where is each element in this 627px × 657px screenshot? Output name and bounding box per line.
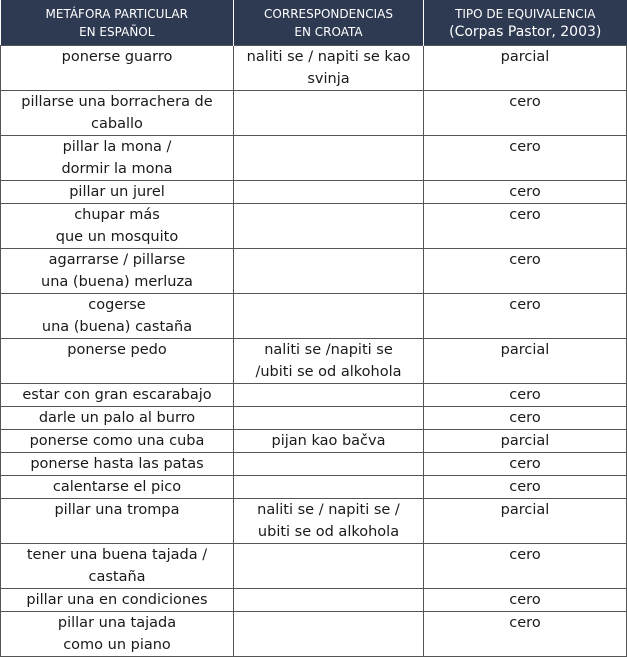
cell-spanish-metaphor: cogerse una (buena) castaña xyxy=(1,294,234,339)
table-row xyxy=(1,181,627,204)
cell-spanish-metaphor: chupar más que un mosquito xyxy=(1,204,234,249)
cell-equivalence-type: cero xyxy=(424,612,627,657)
table-body xyxy=(1,46,627,657)
table-row xyxy=(1,136,627,181)
cell-spanish-metaphor: calentarse el pico xyxy=(1,476,234,499)
cell-spanish-metaphor: ponerse hasta las patas xyxy=(1,453,234,476)
cell-spanish-metaphor: pillar una trompa xyxy=(1,499,234,544)
cell-spanish-metaphor: estar con gran escarabajo xyxy=(1,384,234,407)
cell-croatian-correspondence xyxy=(234,407,424,430)
table-row xyxy=(1,430,627,453)
cell-croatian-correspondence xyxy=(234,204,424,249)
cell-equivalence-type: cero xyxy=(424,136,627,181)
header-croatian-correspondence xyxy=(234,0,424,46)
cell-equivalence-type: parcial xyxy=(424,499,627,544)
cell-croatian-correspondence xyxy=(234,589,424,612)
cell-croatian-correspondence: pijan kao bačva xyxy=(234,430,424,453)
cell-spanish-metaphor: ponerse como una cuba xyxy=(1,430,234,453)
cell-spanish-metaphor: pillar una en condiciones xyxy=(1,589,234,612)
header-croatian-line2: EN CROATA xyxy=(294,24,363,39)
cell-croatian-correspondence xyxy=(234,544,424,589)
table-row xyxy=(1,589,627,612)
table-row xyxy=(1,476,627,499)
cell-equivalence-type: cero xyxy=(424,407,627,430)
cell-spanish-metaphor: pillarse una borrachera de caballo xyxy=(1,91,234,136)
table-row xyxy=(1,294,627,339)
table-row xyxy=(1,339,627,384)
cell-croatian-correspondence: naliti se /napiti se /ubiti se od alkohola xyxy=(234,339,424,384)
table-row xyxy=(1,544,627,589)
table-row xyxy=(1,46,627,91)
table-row xyxy=(1,407,627,430)
header-equivalence-line1: TIPO DE EQUIVALENCIA xyxy=(455,6,596,21)
cell-equivalence-type: cero xyxy=(424,384,627,407)
cell-croatian-correspondence xyxy=(234,181,424,204)
table-row xyxy=(1,384,627,407)
table-header-row xyxy=(1,0,627,46)
cell-spanish-metaphor: pillar la mona / dormir la mona xyxy=(1,136,234,181)
cell-equivalence-type: parcial xyxy=(424,46,627,91)
table-row xyxy=(1,91,627,136)
cell-equivalence-type: cero xyxy=(424,453,627,476)
table-row xyxy=(1,453,627,476)
cell-croatian-correspondence xyxy=(234,384,424,407)
cell-croatian-correspondence xyxy=(234,91,424,136)
cell-equivalence-type: cero xyxy=(424,476,627,499)
cell-equivalence-type: cero xyxy=(424,249,627,294)
cell-equivalence-type: cero xyxy=(424,204,627,249)
cell-croatian-correspondence: naliti se / napiti se / ubiti se od alkohola xyxy=(234,499,424,544)
table-row xyxy=(1,499,627,544)
cell-spanish-metaphor: pillar una tajada como un piano xyxy=(1,612,234,657)
cell-croatian-correspondence: naliti se / napiti se kao svinja xyxy=(234,46,424,91)
cell-equivalence-type: parcial xyxy=(424,430,627,453)
cell-equivalence-type: cero xyxy=(424,544,627,589)
cell-equivalence-type: cero xyxy=(424,181,627,204)
cell-equivalence-type: cero xyxy=(424,91,627,136)
cell-croatian-correspondence xyxy=(234,453,424,476)
cell-spanish-metaphor: tener una buena tajada / castaña xyxy=(1,544,234,589)
cell-equivalence-type: cero xyxy=(424,589,627,612)
header-spanish-line2: EN ESPAÑOL xyxy=(79,24,155,39)
cell-croatian-correspondence xyxy=(234,294,424,339)
cell-croatian-correspondence xyxy=(234,136,424,181)
cell-spanish-metaphor: pillar un jurel xyxy=(1,181,234,204)
header-croatian-line1: CORRESPONDENCIAS xyxy=(264,6,393,21)
header-equivalence-line2: (Corpas Pastor, 2003) xyxy=(449,23,602,40)
header-spanish-line1: METÁFORA PARTICULAR xyxy=(45,6,188,21)
cell-equivalence-type: cero xyxy=(424,294,627,339)
cell-spanish-metaphor: ponerse pedo xyxy=(1,339,234,384)
cell-spanish-metaphor: ponerse guarro xyxy=(1,46,234,91)
cell-croatian-correspondence xyxy=(234,249,424,294)
cell-croatian-correspondence xyxy=(234,476,424,499)
header-equivalence-type xyxy=(424,0,627,46)
cell-spanish-metaphor: darle un palo al burro xyxy=(1,407,234,430)
header-spanish-metaphor xyxy=(1,0,234,46)
table-row xyxy=(1,249,627,294)
cell-equivalence-type: parcial xyxy=(424,339,627,384)
cell-spanish-metaphor: agarrarse / pillarse una (buena) merluza xyxy=(1,249,234,294)
table-row xyxy=(1,204,627,249)
